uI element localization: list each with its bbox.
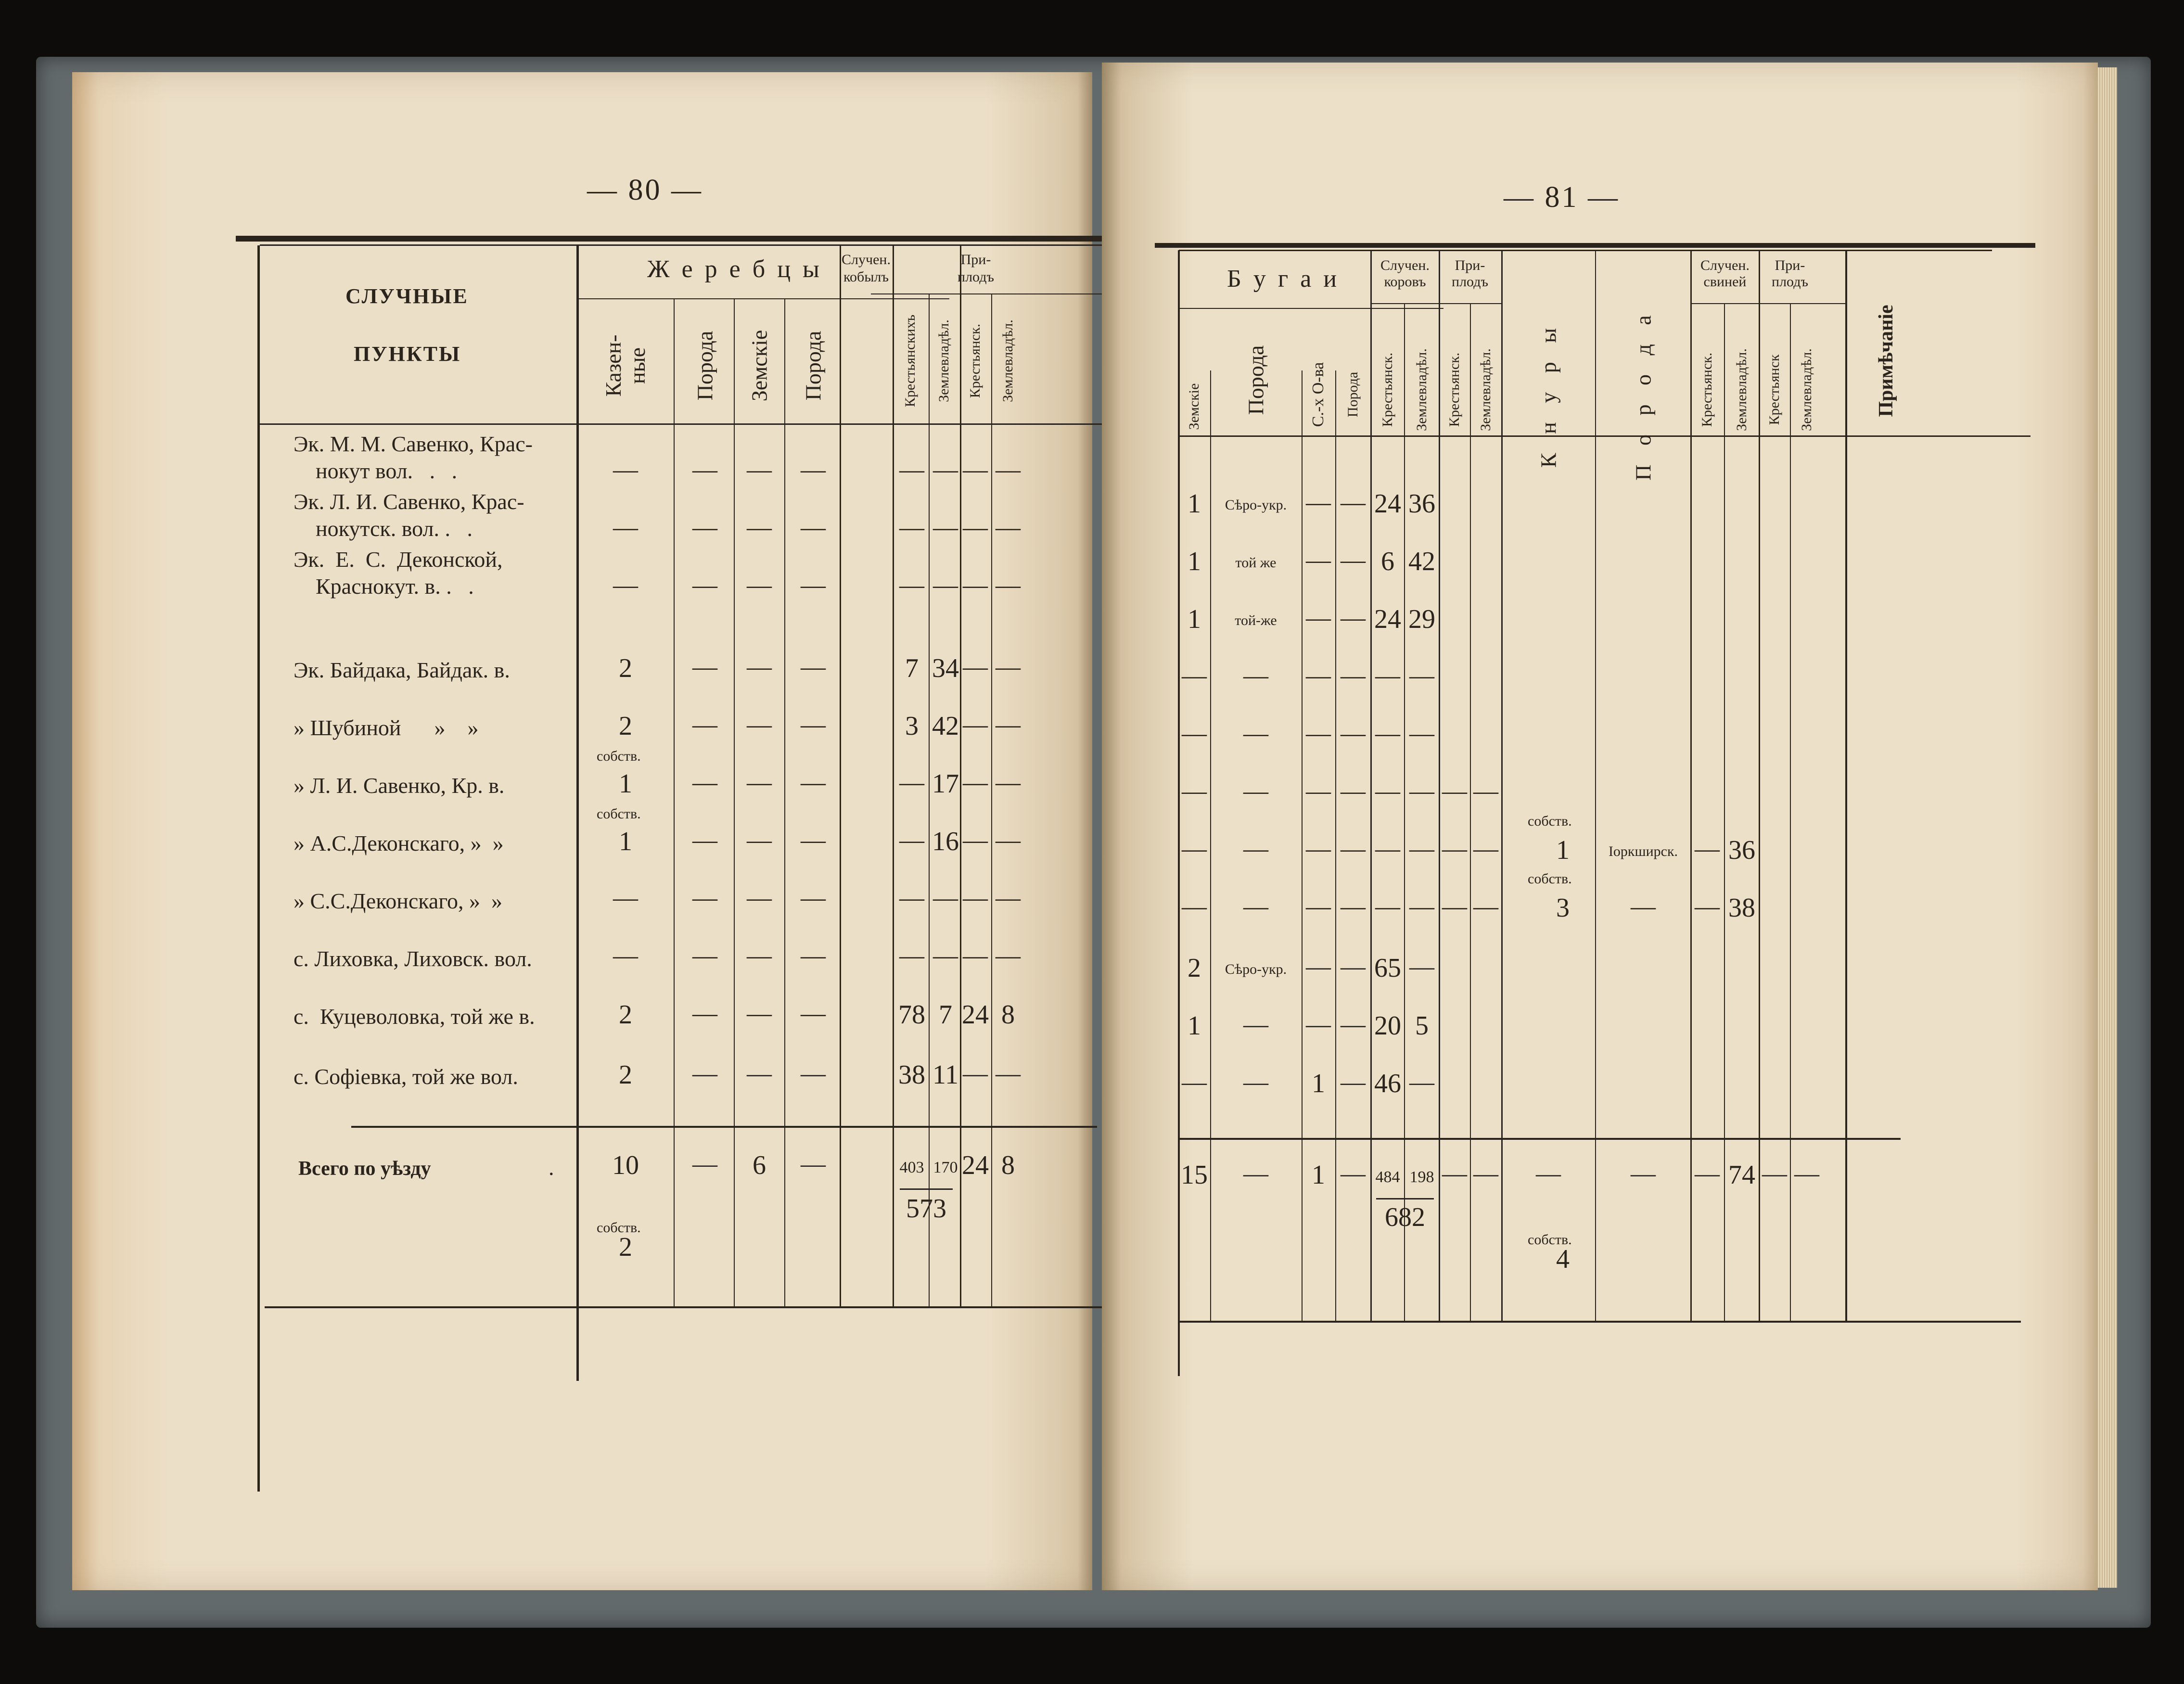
table-cell: — xyxy=(1341,1011,1366,1038)
total-top-rule xyxy=(1179,1138,1901,1140)
table-cell: 3 xyxy=(905,711,919,741)
col-line xyxy=(960,245,961,1306)
sum-brace xyxy=(1376,1198,1434,1199)
table-cell: 1 xyxy=(1188,604,1201,634)
table-cell: — xyxy=(747,942,772,970)
table-cell: — xyxy=(996,572,1021,599)
table-cell: — xyxy=(899,827,924,854)
table-cell: — xyxy=(996,653,1021,681)
total-mares-peasant: 403 xyxy=(899,1159,924,1176)
table-cell: 46 xyxy=(1374,1069,1401,1098)
table-cell: 1 xyxy=(619,769,632,799)
table-label-col-border xyxy=(576,245,579,1381)
table-cell: — xyxy=(1375,893,1400,920)
table-cell: — xyxy=(1182,1069,1207,1096)
total-breed: — xyxy=(1243,1160,1268,1187)
cows-group-rule xyxy=(1371,303,1501,304)
header-cows-peasant: Крестьянск. xyxy=(1379,352,1395,427)
header-breed-1: Порода xyxy=(692,331,717,401)
header-points-2: ПУНКТЫ xyxy=(354,342,461,366)
table-cell: — xyxy=(1442,893,1467,920)
table-cell: 34 xyxy=(932,653,959,683)
table-cell: 29 xyxy=(1408,604,1435,634)
col-line xyxy=(1370,250,1372,1321)
table-cell: — xyxy=(747,1060,772,1087)
table-cell: — xyxy=(747,1000,772,1027)
pigs-group-rule xyxy=(1691,303,1845,304)
col-line xyxy=(1404,303,1405,1321)
col-line xyxy=(734,298,735,1306)
header-boars-breed: П о р о д а xyxy=(1631,308,1656,481)
table-top-rule-thin xyxy=(1179,250,1992,251)
table-cell: — xyxy=(963,827,988,854)
table-row-label: с. Софіевка, той же вол. xyxy=(294,1064,518,1089)
total-label: Всего по уѣзду xyxy=(298,1158,431,1180)
header-bulls-zemstvo: Земскіе xyxy=(1186,383,1202,430)
table-cell: — xyxy=(1409,1069,1434,1096)
table-cell: — xyxy=(1182,893,1207,920)
table-left-border xyxy=(1178,250,1180,1376)
table-cell: — xyxy=(933,884,958,912)
header-landowner: Землевладѣл. xyxy=(936,319,952,402)
table-cell: 42 xyxy=(1408,547,1435,576)
table-cell: 24 xyxy=(1374,489,1401,519)
table-cell: — xyxy=(1409,778,1434,805)
table-cell: — xyxy=(613,456,638,484)
table-cell: — xyxy=(1409,893,1434,920)
header-cows: Случен. коровъ xyxy=(1380,257,1430,290)
table-cell: — xyxy=(996,769,1021,796)
table-cell: 20 xyxy=(1374,1011,1401,1041)
table-row-label: Эк. Л. И. Савенко, Крас- нокутск. вол. . . xyxy=(294,489,524,541)
table-cell: — xyxy=(899,942,924,970)
header-bulls-breed2: Порода xyxy=(1345,371,1361,418)
table-cell: — xyxy=(963,572,988,599)
table-cell: — xyxy=(996,942,1021,970)
table-cell: 6 xyxy=(1381,547,1394,576)
row-note: собств. xyxy=(597,806,641,822)
total-mares-landowner: 170 xyxy=(933,1159,958,1176)
table-cell: — xyxy=(1375,835,1400,863)
table-cell: — xyxy=(1243,893,1268,920)
table-bottom-rule xyxy=(265,1306,1121,1308)
col-line xyxy=(991,293,992,1306)
total-boars-breed: — xyxy=(1631,1160,1656,1187)
table-cell: — xyxy=(996,711,1021,739)
table-row-label: » С.С.Деконскаго, » » xyxy=(294,889,503,913)
table-cell: 1 xyxy=(1188,547,1201,576)
col-line xyxy=(1335,370,1336,1321)
table-row-label: Эк. М. М. Савенко, Крас- нокут вол. . . xyxy=(294,432,533,483)
header-sows: Случен. свиней xyxy=(1700,257,1750,290)
sum-brace xyxy=(900,1188,953,1190)
table-cell: — xyxy=(613,884,638,912)
table-cell: — xyxy=(1409,835,1434,863)
table-row-label: » А.С.Деконскаго, » » xyxy=(294,831,504,855)
table-cell: — xyxy=(996,456,1021,484)
total-sows-landowner: 74 xyxy=(1728,1160,1755,1190)
table-cell: 42 xyxy=(932,711,959,741)
table-cell: — xyxy=(1341,604,1366,632)
table-cell: — xyxy=(1306,720,1331,747)
table-cell: — xyxy=(1473,835,1498,863)
total-note: собств. xyxy=(597,1220,641,1236)
table-cell: — xyxy=(1375,662,1400,689)
table-cell: — xyxy=(963,456,988,484)
total-pigoff-landowner: — xyxy=(1794,1160,1819,1187)
table-cell: — xyxy=(747,769,772,796)
table-cell: — xyxy=(692,711,717,739)
page-number: — 81 — xyxy=(1504,181,1620,214)
col-line xyxy=(1439,250,1440,1321)
table-cell: — xyxy=(692,1000,717,1027)
col-line xyxy=(1302,370,1303,1321)
header-pigoff-peasant: Крестьянск xyxy=(1766,354,1782,425)
table-row-label: » Л. И. Савенко, Кр. в. xyxy=(294,773,505,798)
col-line xyxy=(1595,250,1596,1321)
table-cell: 16 xyxy=(932,827,959,856)
table-cell: 24 xyxy=(962,1000,989,1030)
header-boars: К н у р ы xyxy=(1536,321,1561,468)
table-cell: 2 xyxy=(619,1000,632,1030)
header-points-1: СЛУЧНЫЕ xyxy=(345,284,469,308)
table-cell: 7 xyxy=(939,1000,952,1030)
table-cell: — xyxy=(1375,720,1400,747)
table-row-label: Эк. Байдака, Байдак. в. xyxy=(294,658,510,682)
col-line xyxy=(840,245,841,1306)
header-cowoff-landowner: Землевладѣл. xyxy=(1478,348,1494,431)
table-cell: — xyxy=(933,514,958,541)
table-cell: — xyxy=(1182,720,1207,747)
table-cell: — xyxy=(747,456,772,484)
table-cell: 1 xyxy=(1312,1069,1325,1098)
table-cell: — xyxy=(1306,1011,1331,1038)
table-cell: той же xyxy=(1235,555,1277,571)
table-cell: — xyxy=(1341,720,1366,747)
table-cell: 36 xyxy=(1728,835,1755,865)
table-cell: — xyxy=(963,884,988,912)
header-bulls-breed: Порода xyxy=(1243,345,1268,415)
table-cell: 78 xyxy=(898,1000,925,1030)
table-cell: — xyxy=(747,711,772,739)
table-cell: — xyxy=(613,572,638,599)
table-cell: — xyxy=(1409,720,1434,747)
header-offspring: При- плодъ xyxy=(958,252,994,285)
total-zemstvo: 6 xyxy=(753,1150,766,1180)
col-line xyxy=(929,293,930,1306)
table-cell: 36 xyxy=(1408,489,1435,519)
table-cell: — xyxy=(1341,893,1366,920)
table-cell: — xyxy=(801,769,826,796)
table-cell: — xyxy=(996,514,1021,541)
table-left-border xyxy=(257,245,260,1492)
table-top-rule-thin xyxy=(260,244,1121,246)
table-cell: — xyxy=(933,456,958,484)
header-cowoff-peasant: Крестьянск. xyxy=(1446,352,1462,427)
table-cell: — xyxy=(1473,893,1498,920)
table-cell: 1 xyxy=(1188,489,1201,519)
col-line xyxy=(784,298,785,1306)
table-cell: — xyxy=(1341,778,1366,805)
table-cell: — xyxy=(613,942,638,970)
table-cell: — xyxy=(1243,1069,1268,1096)
total-note-value: 2 xyxy=(619,1232,632,1262)
left-page xyxy=(72,72,1092,1590)
header-bulls: Б у г а и xyxy=(1227,265,1340,293)
table-cell: 2 xyxy=(619,711,632,741)
col-line xyxy=(1470,303,1471,1321)
table-row-label: » Шубиной » » xyxy=(294,715,479,740)
table-cell: — xyxy=(1409,662,1434,689)
table-cell: — xyxy=(899,514,924,541)
table-cell: — xyxy=(801,1000,826,1027)
table-cell: 2 xyxy=(1188,953,1201,983)
total-cowoff-peasant: — xyxy=(1442,1160,1467,1187)
total-cowoff-landowner: — xyxy=(1473,1160,1498,1187)
table-cell: — xyxy=(1182,662,1207,689)
header-bottom-rule xyxy=(1179,435,2031,437)
table-cell: 2 xyxy=(619,653,632,683)
col-line xyxy=(1724,303,1725,1321)
header-pigoff-landowner: Землевладѣл. xyxy=(1799,348,1814,431)
table-cell: — xyxy=(996,827,1021,854)
total-agri: 1 xyxy=(1312,1160,1325,1190)
table-cell: — xyxy=(1243,720,1268,747)
total-cows-sum: 682 xyxy=(1385,1202,1425,1232)
table-cell: — xyxy=(747,884,772,912)
table-cell: — xyxy=(692,456,717,484)
table-cell: — xyxy=(801,1060,826,1087)
table-cell: — xyxy=(1442,778,1467,805)
total-pigoff-peasant: — xyxy=(1762,1160,1787,1187)
table-cell: — xyxy=(1473,778,1498,805)
table-cell: — xyxy=(1243,1011,1268,1038)
table-cell: 65 xyxy=(1374,953,1401,983)
table-cell: — xyxy=(1182,835,1207,863)
table-cell: — xyxy=(963,1060,988,1087)
header-pig-offspring: При- плодъ xyxy=(1772,257,1808,290)
total-breed1: — xyxy=(692,1150,717,1178)
table-cell: — xyxy=(1182,778,1207,805)
total-top-rule xyxy=(351,1126,1097,1128)
table-cell: — xyxy=(801,653,826,681)
col-line xyxy=(893,245,894,1306)
table-cell: 1 xyxy=(619,827,632,856)
table-cell: — xyxy=(1306,778,1331,805)
table-cell: — xyxy=(1442,835,1467,863)
header-stallions: Ж е р е б ц ы xyxy=(647,255,822,283)
table-cell: — xyxy=(1306,893,1331,920)
total-cows-peasant: 484 xyxy=(1375,1168,1400,1186)
col-line xyxy=(1790,303,1791,1321)
table-cell: — xyxy=(692,514,717,541)
table-cell: 7 xyxy=(905,653,919,683)
table-cell: — xyxy=(899,456,924,484)
table-top-rule xyxy=(1155,243,2035,248)
table-cell: — xyxy=(1375,778,1400,805)
total-boars-note: собств. xyxy=(1528,1232,1572,1248)
header-peasant: Крестьянскихъ xyxy=(902,314,918,408)
table-cell: — xyxy=(747,514,772,541)
table-cell: — xyxy=(692,942,717,970)
table-cell: — xyxy=(1341,662,1366,689)
table-cell: 1 xyxy=(1188,1011,1201,1041)
table-cell: — xyxy=(1306,547,1331,574)
header-state-stallions: Казен- ные xyxy=(601,334,650,397)
table-cell: — xyxy=(1341,1069,1366,1096)
row-note: собств. xyxy=(597,748,641,764)
header-breed-2: Порода xyxy=(801,331,826,401)
table-cell: — xyxy=(692,1060,717,1087)
subgroup-rule xyxy=(871,293,1121,294)
header-peasant-2: Крестьянск. xyxy=(967,323,983,398)
table-cell: — xyxy=(996,884,1021,912)
table-cell: — xyxy=(963,514,988,541)
header-cows-landowner: Землевладѣл. xyxy=(1414,348,1430,431)
table-cell: — xyxy=(963,653,988,681)
col-line xyxy=(1501,250,1503,1321)
table-cell: 5 xyxy=(1415,1011,1429,1041)
header-zemstvo: Земскіе xyxy=(747,330,772,402)
table-cell: — xyxy=(692,769,717,796)
table-cell: — xyxy=(1306,953,1331,981)
table-cell: — xyxy=(1695,835,1720,863)
table-cell: — xyxy=(1306,489,1331,516)
table-cell: — xyxy=(1695,893,1720,920)
row-note: собств. xyxy=(1528,871,1572,887)
col-line xyxy=(1690,250,1692,1321)
col-line xyxy=(674,298,675,1306)
table-cell: — xyxy=(801,572,826,599)
table-cell: — xyxy=(1631,893,1656,920)
total-state: 10 xyxy=(612,1150,639,1180)
table-cell: — xyxy=(747,653,772,681)
table-cell: — xyxy=(996,1060,1021,1087)
col-line xyxy=(1210,370,1211,1321)
table-cell: 11 xyxy=(932,1060,958,1090)
table-cell: — xyxy=(801,942,826,970)
total-cows-landowner: 198 xyxy=(1409,1168,1434,1186)
table-cell: — xyxy=(963,711,988,739)
table-cell: 3 xyxy=(1556,893,1570,923)
col-line xyxy=(1759,250,1760,1321)
table-row-label: Эк. Е. С. Деконской, Краснокут. в. . . xyxy=(294,547,503,599)
table-cell: 2 xyxy=(619,1060,632,1090)
table-cell: Сѣро-укр. xyxy=(1225,961,1287,977)
table-cell: — xyxy=(899,884,924,912)
total-mares-sum: 573 xyxy=(906,1194,946,1224)
table-cell: — xyxy=(613,514,638,541)
table-cell: — xyxy=(1306,662,1331,689)
total-zemstvo: 15 xyxy=(1181,1160,1208,1190)
total-boars: — xyxy=(1536,1160,1561,1187)
table-cell: — xyxy=(963,942,988,970)
table-cell: — xyxy=(801,884,826,912)
table-cell: — xyxy=(1243,778,1268,805)
total-breed2: — xyxy=(801,1150,826,1178)
table-cell: — xyxy=(1409,953,1434,981)
right-page xyxy=(1102,63,2098,1590)
total-boars-note-value: 4 xyxy=(1556,1244,1570,1274)
table-row-label: с. Лиховка, Лиховск. вол. xyxy=(294,946,532,971)
table-cell: — xyxy=(801,456,826,484)
total-breed2: — xyxy=(1341,1160,1366,1187)
table-cell: 1 xyxy=(1556,835,1570,865)
table-cell: 24 xyxy=(1374,604,1401,634)
table-cell: — xyxy=(899,769,924,796)
header-landowner-2: Землевладѣл. xyxy=(1000,319,1016,402)
table-cell: 38 xyxy=(898,1060,925,1090)
total-sows-peasant: — xyxy=(1695,1160,1720,1187)
total-offspring-landowner: 8 xyxy=(1001,1150,1015,1180)
table-cell: — xyxy=(801,711,826,739)
table-cell: — xyxy=(692,653,717,681)
table-cell: — xyxy=(692,884,717,912)
header-bulls-agri: С.-х О-ва xyxy=(1309,362,1327,427)
table-top-rule xyxy=(236,236,1126,242)
table-cell: — xyxy=(1306,604,1331,632)
row-note: собств. xyxy=(1528,813,1572,829)
table-cell: — xyxy=(1243,835,1268,863)
table-cell: — xyxy=(1243,662,1268,689)
header-cow-offspring: При- плодъ xyxy=(1452,257,1488,290)
header-sows-peasant: Крестьянск. xyxy=(1699,352,1715,427)
table-cell: — xyxy=(899,572,924,599)
table-cell: — xyxy=(692,572,717,599)
table-cell: — xyxy=(747,827,772,854)
table-cell: — xyxy=(1341,489,1366,516)
table-cell: — xyxy=(747,572,772,599)
note-col-border xyxy=(1845,250,1847,1321)
table-cell: 38 xyxy=(1728,893,1755,923)
table-cell: 17 xyxy=(932,769,959,799)
table-bottom-rule xyxy=(1179,1321,2021,1323)
header-sows-landowner: Землевладѣл. xyxy=(1734,348,1750,431)
table-cell: — xyxy=(1306,835,1331,863)
table-cell: — xyxy=(801,514,826,541)
table-cell: — xyxy=(933,942,958,970)
table-cell: — xyxy=(963,769,988,796)
table-cell: — xyxy=(1341,953,1366,981)
table-cell: Іоркширск. xyxy=(1608,843,1678,859)
table-cell: той-же xyxy=(1235,612,1277,628)
header-notes: Примѣчаніе xyxy=(1875,305,1897,417)
page-number: — 80 — xyxy=(587,174,703,206)
table-cell: — xyxy=(1341,835,1366,863)
total-dot: . xyxy=(549,1155,554,1180)
total-offspring-peasant: 24 xyxy=(962,1150,989,1180)
table-cell: — xyxy=(933,572,958,599)
table-row-label: с. Куцеволовка, той же в. xyxy=(294,1004,535,1029)
table-cell: — xyxy=(801,827,826,854)
table-cell: — xyxy=(1341,547,1366,574)
table-cell: Сѣро-укр. xyxy=(1225,497,1287,513)
header-mares: Случен. кобылъ xyxy=(842,252,891,285)
table-cell: 8 xyxy=(1001,1000,1015,1030)
table-cell: — xyxy=(692,827,717,854)
